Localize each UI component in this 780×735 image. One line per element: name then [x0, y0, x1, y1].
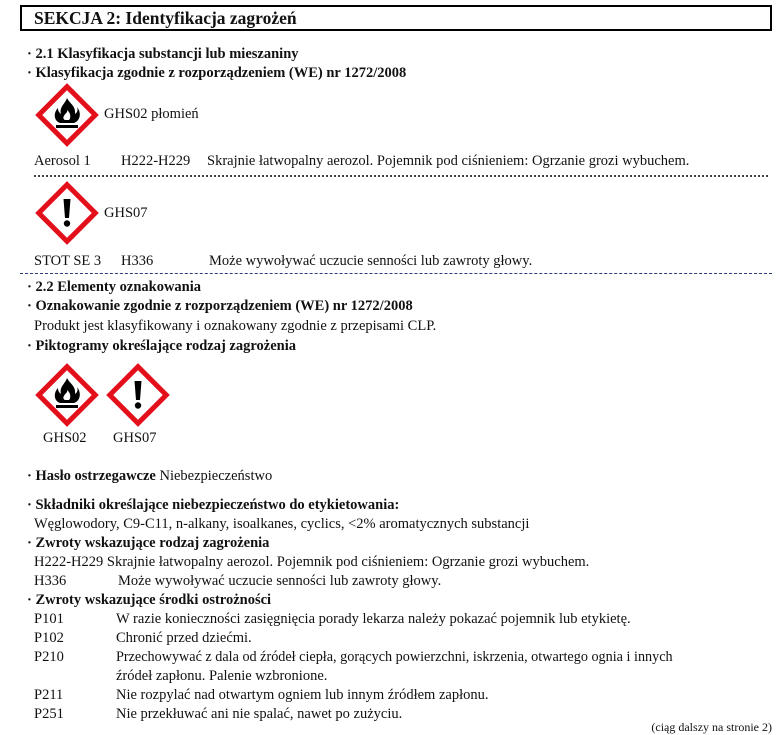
section-2-2-heading: · 2.2 Elementy oznakowania — [27, 279, 202, 295]
components-text: Węglowodory, C9-C11, n-alkany, isoalkanes, cyclics, <2% aromatycznych substancji — [34, 516, 530, 532]
section-2-1-heading: · 2.1 Klasyfikacja substancji lub mieszaniny — [27, 46, 299, 62]
classification-heading: · Klasyfikacja zgodnie z rozporządzeniem (WE) nr 1272/2008 — [27, 65, 407, 81]
stot-code: H336 — [121, 253, 154, 269]
signal-word-value: Niebezpieczeństwo — [159, 468, 273, 484]
ghs02-flame-icon — [34, 82, 100, 148]
ghs07-exclamation-icon — [105, 362, 171, 428]
hazard-statement-1: H222-H229 Skrajnie łatwopalny aerozol. Pojemnik pod ciśnieniem: Ogrzanie grozi wybuchem. — [34, 554, 590, 570]
components-heading: · Składniki określające niebezpieczeństwo do etykietowania: — [27, 497, 400, 513]
stot-text: Może wywoływać uczucie senności lub zawroty głowy. — [209, 253, 533, 269]
precaution-text: Nie rozpylać nad otwartym ogniem lub innym źródłem zapłonu. — [116, 687, 489, 703]
precaution-code: P251 — [34, 706, 64, 722]
section-title: SEKCJA 2: Identyfikacja zagrożeń — [34, 8, 297, 28]
dashed-divider — [20, 273, 772, 274]
precaution-text: Nie przekłuwać ani nie spalać, nawet po zużyciu. — [116, 706, 403, 722]
dotted-divider — [34, 175, 768, 177]
precaution-text: Chronić przed dziećmi. — [116, 630, 252, 646]
precaution-heading: · Zwroty wskazujące środki ostrożności — [27, 592, 272, 608]
hazard-statement-2-text: Może wywoływać uczucie senności lub zawroty głowy. — [118, 573, 442, 589]
hazard-statement-2-code: H336 — [34, 573, 67, 589]
ghs02-label: GHS02 płomień — [104, 106, 199, 122]
precaution-text-continued: źródeł zapłonu. Palenie wzbronione. — [116, 668, 328, 684]
clp-text: Produkt jest klasyfikowany i oznakowany zgodnie z przepisami CLP. — [34, 318, 437, 334]
ghs02-flame-icon — [34, 362, 100, 428]
aerosol-codes: H222-H229 — [121, 153, 191, 169]
precaution-code: P101 — [34, 611, 64, 627]
aerosol-text: Skrajnie łatwopalny aerozol. Pojemnik pod ciśnieniem: Ogrzanie grozi wybuchem. — [207, 153, 690, 169]
precaution-text: Przechowywać z dala od źródeł ciepła, gorących powierzchni, iskrzenia, otwartego ognia i innych — [116, 649, 673, 665]
picto-ghs07-label: GHS07 — [113, 430, 157, 446]
labelling-heading: · Oznakowanie zgodnie z rozporządzeniem (WE) nr 1272/2008 — [27, 298, 413, 314]
continuation-note: (ciąg dalszy na stronie 2) — [651, 720, 772, 734]
stot-category: STOT SE 3 — [34, 253, 102, 269]
precaution-text: W razie konieczności zasięgnięcia porady lekarza należy pokazać pojemnik lub etykietę. — [116, 611, 631, 627]
precaution-code: P102 — [34, 630, 64, 646]
aerosol-category: Aerosol 1 — [34, 153, 91, 169]
precaution-code: P210 — [34, 649, 64, 665]
section-header — [20, 5, 772, 31]
pictograms-heading: · Piktogramy określające rodzaj zagrożenia — [27, 338, 297, 354]
ghs07-exclamation-icon — [34, 180, 100, 246]
picto-ghs02-label: GHS02 — [43, 430, 87, 446]
signal-word-label: · Hasło ostrzegawcze — [27, 468, 156, 484]
signal-word-row — [27, 468, 272, 485]
hazard-statements-heading: · Zwroty wskazujące rodzaj zagrożenia — [27, 535, 270, 551]
precaution-code: P211 — [34, 687, 64, 703]
ghs07-label: GHS07 — [104, 205, 148, 221]
